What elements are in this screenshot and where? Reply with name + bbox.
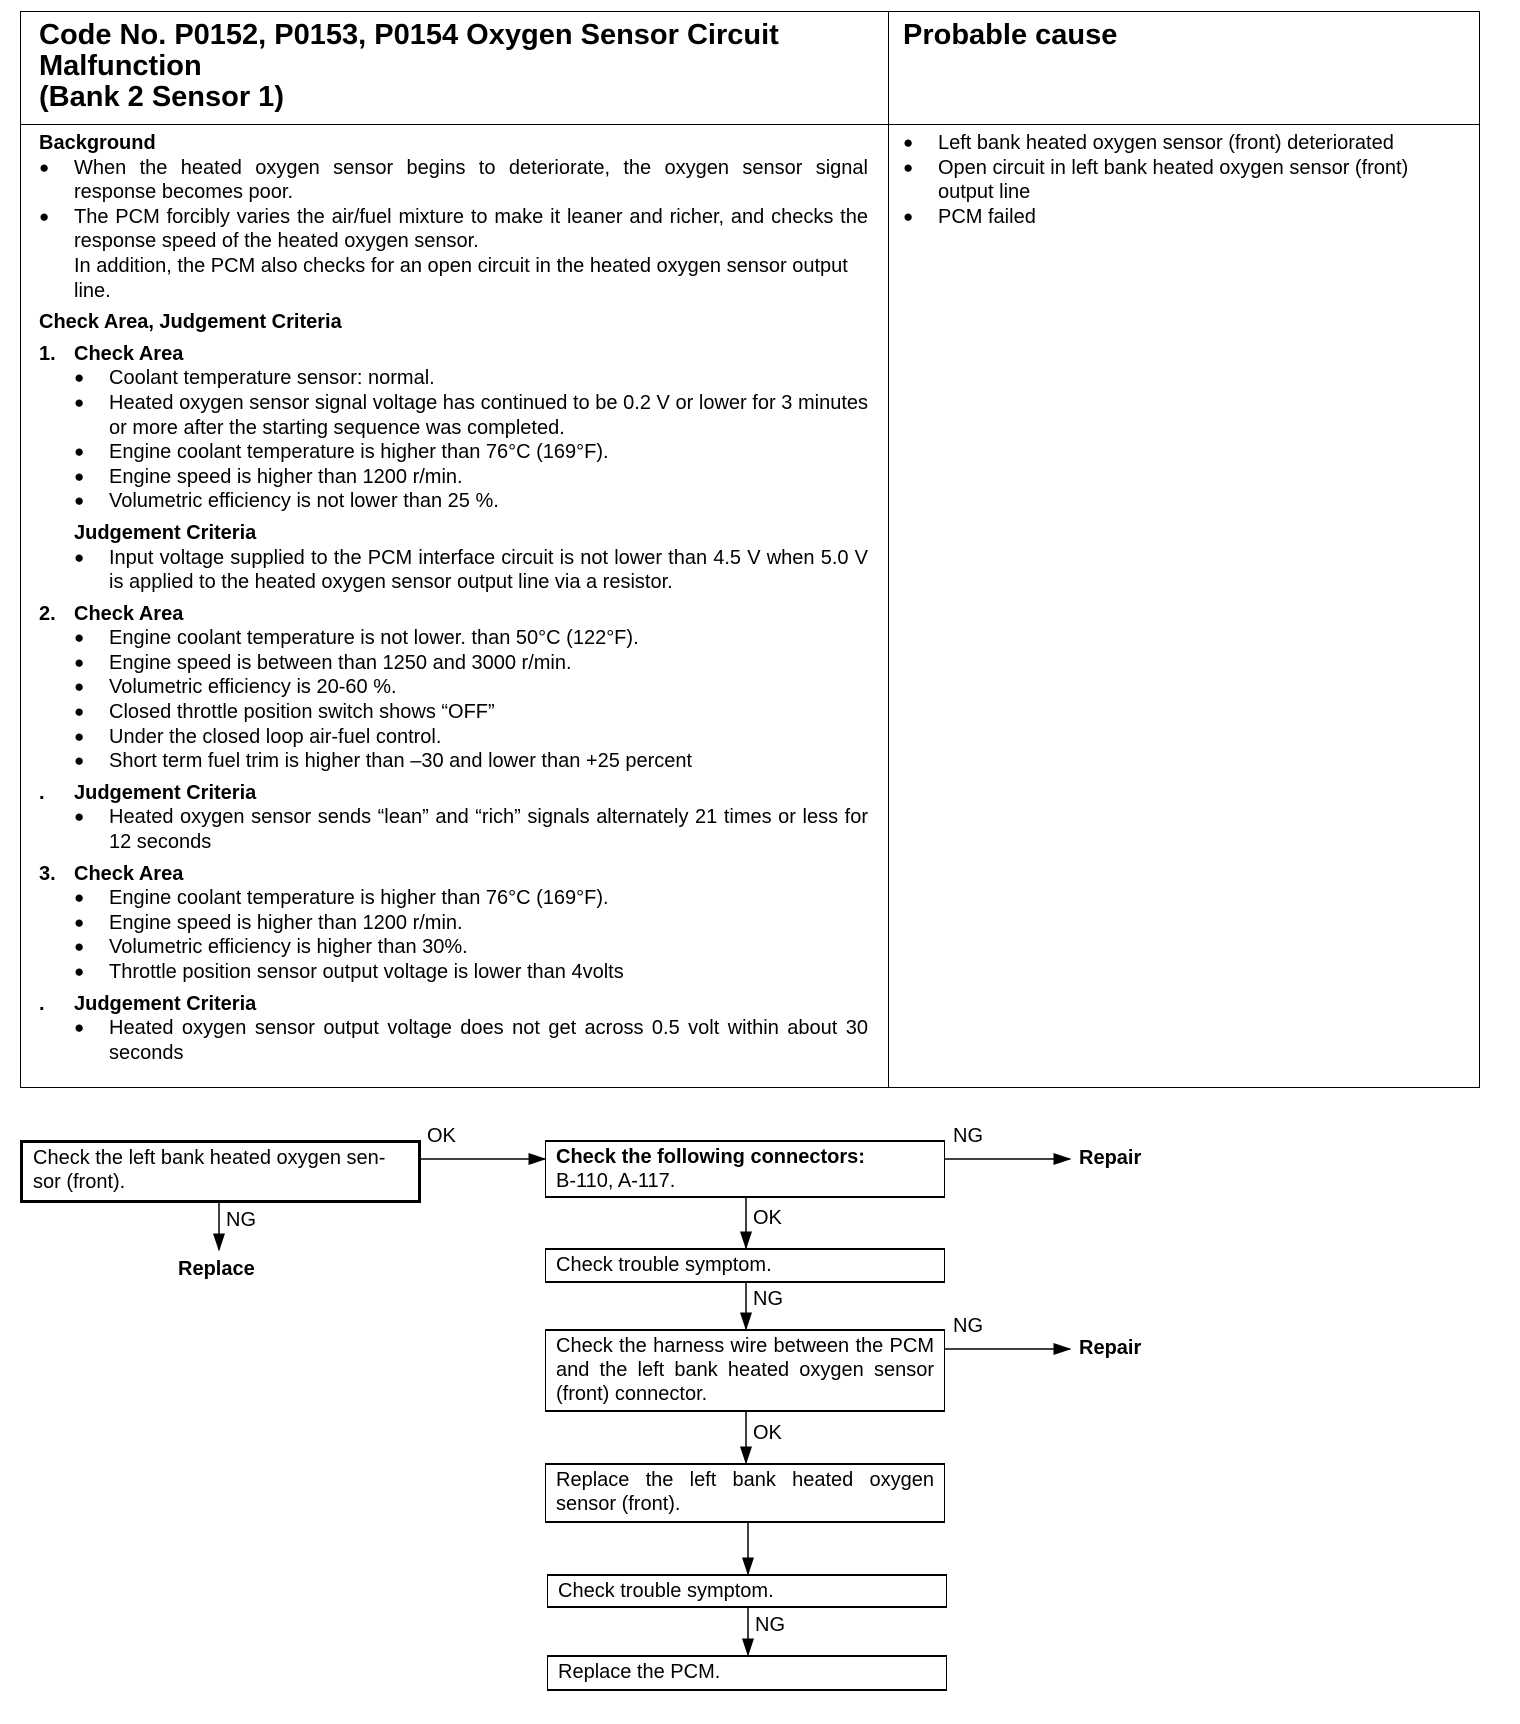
flow-step-text: B-110, A-117. — [556, 1170, 676, 1192]
label-ok: OK — [753, 1207, 782, 1229]
flow-step-text: Check the left bank heated oxygen sen-sor (front). — [33, 1147, 386, 1193]
bullet-text: Heated oxygen sensor sends “lean” and “rich” signals alternately 21 times or less for 12 seconds — [109, 806, 868, 854]
bullet-icon: ● — [74, 677, 85, 697]
label-replace: Replace — [178, 1258, 255, 1280]
bullet-icon: ● — [74, 547, 85, 567]
bullet-icon: ● — [74, 442, 85, 462]
bullet-text: Short term fuel trim is higher than –30 and lower than +25 percent — [109, 750, 693, 773]
flow-step-text: Replace the left bank heated oxygen sensor (front). — [556, 1469, 934, 1515]
flow-step-text: Check trouble symptom. — [556, 1254, 772, 1276]
bullet-icon: ● — [74, 751, 85, 771]
flow-step-text: Check trouble symptom. — [558, 1580, 774, 1602]
bullet-icon: ● — [74, 392, 85, 412]
bullet-text: Volumetric efficiency is higher than 30%. — [109, 936, 468, 959]
bullet-icon: ● — [74, 368, 85, 388]
bullet-icon: ● — [74, 491, 85, 511]
bullet-icon: ● — [903, 157, 914, 177]
bullet-icon: ● — [74, 807, 85, 827]
label-repair: Repair — [1079, 1147, 1142, 1169]
bullet-text: Throttle position sensor output voltage is lower than 4volts — [109, 961, 624, 983]
bullet-text: Open circuit in left bank heated oxygen sensor (front) output line — [938, 156, 1409, 204]
flow-step-replace-pcm — [547, 1655, 947, 1691]
section-title: Check Area — [74, 602, 184, 625]
bullet-icon: ● — [74, 962, 85, 981]
section-number: . — [39, 992, 45, 1015]
section-number: 3. — [39, 862, 56, 885]
bullet-icon: ● — [903, 133, 914, 152]
section-title: Check Area — [74, 862, 184, 885]
probable-cause-title: Probable cause — [903, 19, 1118, 51]
section-number: 1. — [39, 342, 56, 365]
title-line: Malfunction — [39, 50, 202, 82]
background-title: Background — [39, 132, 156, 154]
label-ok: OK — [753, 1422, 782, 1444]
bullet-text: Engine coolant temperature is not lower. than 50°C (122°F). — [109, 627, 639, 650]
bullet-text: Volumetric efficiency is not lower than 25 %. — [109, 490, 499, 513]
flow-step-title: Check the following connectors: — [556, 1146, 865, 1168]
bullet-icon: ● — [74, 937, 85, 957]
bullet-text: When the heated oxygen sensor begins to deteriorate, the oxygen sensor signal response becomes poor. — [74, 156, 868, 204]
title-line: Code No. P0152, P0153, P0154 Oxygen Sensor Circuit — [39, 19, 779, 51]
flow-step-check-sensor — [20, 1140, 421, 1203]
bullet-text: Engine coolant temperature is higher than 76°C (169°F). — [109, 441, 609, 464]
bullet-icon: ● — [74, 466, 85, 486]
section-title: Judgement Criteria — [74, 521, 257, 544]
bullet-text: Engine coolant temperature is higher than 76°C (169°F). — [109, 887, 609, 910]
flow-step-check-connectors — [545, 1140, 945, 1198]
section-title: Check Area — [74, 342, 184, 365]
label-ng: NG — [755, 1614, 785, 1636]
bullet-icon: ● — [74, 912, 85, 932]
bullet-icon: ● — [74, 726, 85, 746]
bullet-text: Left bank heated oxygen sensor (front) deteriorated — [938, 132, 1394, 154]
flow-step-check-harness — [545, 1329, 945, 1412]
bullet-icon: ● — [39, 206, 50, 226]
bullet-icon: ● — [74, 1018, 85, 1038]
bullet-text: Engine speed is between than 1250 and 3000 r/min. — [109, 651, 572, 674]
flow-step-check-symptom-2 — [547, 1574, 947, 1608]
bullet-text: Heated oxygen sensor output voltage does not get across 0.5 volt within about 30 seconds — [109, 1017, 868, 1064]
label-ok: OK — [427, 1125, 456, 1147]
criteria-title: Check Area, Judgement Criteria — [39, 311, 342, 334]
bullet-text: Heated oxygen sensor signal voltage has continued to be 0.2 V or lower for 3 minutes or more after the starting sequence was completed. — [109, 391, 868, 439]
bullet-icon: ● — [903, 206, 914, 226]
bullet-text: The PCM forcibly varies the air/fuel mixture to make it leaner and richer, and checks the response speed of the heated oxygen sensor. — [74, 205, 868, 253]
bullet-icon: ● — [39, 157, 50, 177]
label-repair: Repair — [1079, 1337, 1142, 1359]
label-ng: NG — [226, 1209, 256, 1231]
section-title: Judgement Criteria — [74, 992, 257, 1015]
flow-step-text: Check the harness wire between the PCM and the left bank heated oxygen sensor (front) connector. — [556, 1335, 934, 1405]
bullet-text: Closed throttle position switch shows “OFF” — [109, 701, 495, 724]
section-title: Judgement Criteria — [74, 781, 257, 804]
bullet-text: PCM failed — [938, 205, 1036, 228]
label-ng: NG — [953, 1315, 983, 1337]
bullet-icon: ● — [74, 628, 85, 648]
bullet-text: Engine speed is higher than 1200 r/min. — [109, 465, 463, 488]
bullet-text: Input voltage supplied to the PCM interface circuit is not lower than 4.5 V when 5.0 V is applied to the heated oxygen sensor output line via a resistor. — [109, 546, 868, 594]
bullet-text: Volumetric efficiency is 20-60 %. — [109, 676, 397, 699]
flow-step-check-symptom — [545, 1248, 945, 1283]
background-note: In addition, the PCM also checks for an open circuit in the heated oxygen sensor output line. — [74, 254, 848, 302]
flow-step-text: Replace the PCM. — [558, 1661, 721, 1683]
bullet-text: Under the closed loop air-fuel control. — [109, 725, 442, 748]
flow-step-replace-sensor — [545, 1463, 945, 1523]
bullet-icon: ● — [74, 702, 85, 722]
section-number: 2. — [39, 602, 56, 625]
label-ng: NG — [753, 1288, 783, 1310]
bullet-icon: ● — [74, 652, 85, 672]
bullet-text: Coolant temperature sensor: normal. — [109, 367, 435, 390]
bullet-icon: ● — [74, 888, 85, 908]
label-ng: NG — [953, 1125, 983, 1147]
section-number: . — [39, 781, 45, 804]
bullet-text: Engine speed is higher than 1200 r/min. — [109, 911, 463, 934]
title-line: (Bank 2 Sensor 1) — [39, 81, 284, 113]
